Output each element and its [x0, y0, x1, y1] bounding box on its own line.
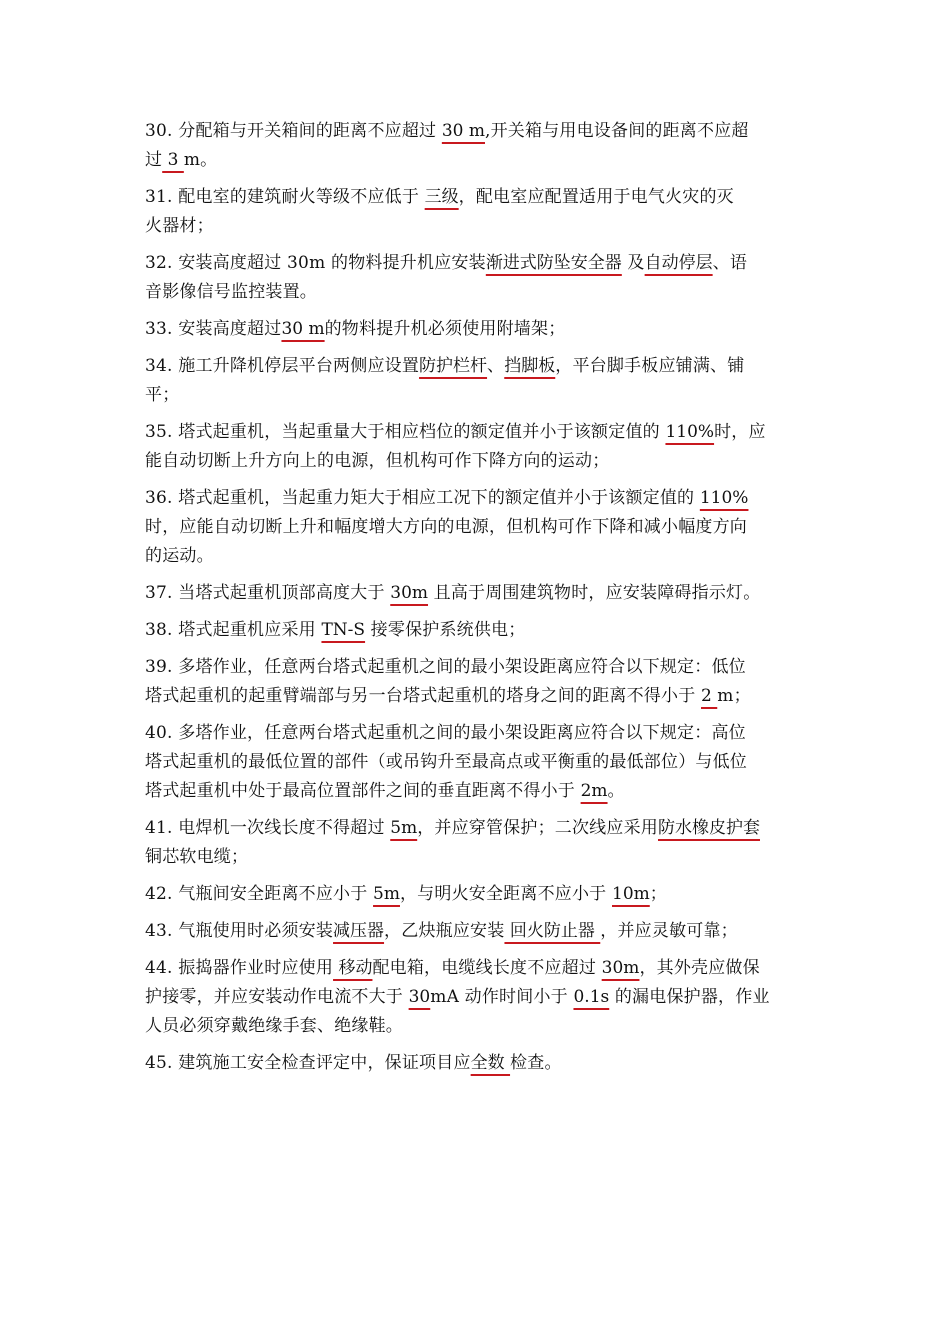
text-line: [145, 579, 810, 608]
text-line: [145, 682, 810, 711]
text-segment: 39. 多塔作业，任意两台塔式起重机之间的最小架设距离应符合以下规定：低位: [145, 657, 746, 677]
answer-blank: 渐进式防坠安全器: [485, 253, 622, 273]
text-segment: 36. 塔式起重机，当起重力矩大于相应工况下的额定值并小于该额定值的: [145, 488, 700, 508]
text-segment: 35. 塔式起重机，当起重量大于相应档位的额定值并小于该额定值的: [145, 422, 666, 442]
text-segment: 30. 分配箱与开关箱间的距离不应超过: [145, 121, 442, 141]
question-item: [145, 484, 810, 571]
text-segment: 能自动切断上升方向上的电源，但机构可作下降方向的运动；: [145, 451, 610, 471]
answer-blank: 0.1s: [573, 987, 610, 1007]
text-segment: 火器材；: [145, 216, 214, 236]
question-item: [145, 352, 810, 410]
question-item: [145, 880, 810, 909]
text-line: [145, 777, 810, 806]
answer-blank: 3: [162, 150, 184, 170]
answer-blank: 110%: [665, 422, 715, 442]
text-segment: 42. 气瓶间安全距离不应小于: [145, 884, 374, 904]
text-line: [145, 447, 810, 476]
text-line: [145, 653, 810, 682]
text-segment: 铜芯软电缆；: [145, 847, 249, 867]
text-segment: 时，应: [714, 422, 766, 442]
text-segment: 37. 当塔式起重机顶部高度大于: [145, 583, 391, 603]
text-segment: ，其外壳应做保: [639, 958, 760, 978]
answer-blank: 2m: [580, 781, 608, 801]
question-item: [145, 814, 810, 872]
text-segment: 、语: [712, 253, 748, 273]
text-segment: 45. 建筑施工安全检查评定中，保证项目应: [145, 1053, 471, 1073]
text-segment: 平；: [145, 385, 180, 405]
text-segment: m；: [717, 686, 751, 706]
text-segment: 时，应能自动切断上升和幅度增大方向的电源，但机构可作下降和减小幅度方向: [145, 517, 747, 537]
text-segment: 34. 施工升降机停层平台两侧应设置: [145, 356, 420, 376]
text-line: [145, 513, 810, 542]
answer-blank: 减压器: [333, 921, 385, 941]
text-segment: 32. 安装高度超过 30m 的物料提升机应安装: [145, 253, 486, 273]
text-segment: ；: [649, 884, 667, 904]
text-segment: 41. 电焊机一次线长度不得超过: [145, 818, 391, 838]
text-line: [145, 1012, 810, 1041]
text-line: [145, 117, 810, 146]
text-line: [145, 249, 810, 278]
question-item: [145, 117, 810, 175]
question-item: [145, 917, 810, 946]
answer-blank: 2: [701, 686, 718, 706]
text-segment: 的漏电保护器，作业: [609, 987, 770, 1007]
text-line: [145, 917, 810, 946]
text-line: [145, 1049, 810, 1078]
question-item: [145, 653, 810, 711]
text-line: [145, 315, 810, 344]
text-segment: 接零保护系统供电；: [365, 620, 526, 640]
answer-blank: 30 m: [441, 121, 485, 141]
text-segment: 的物料提升机必须使用附墙架；: [324, 319, 566, 339]
text-segment: ，并应灵敏可靠；: [600, 921, 738, 941]
text-line: [145, 880, 810, 909]
text-segment: 44. 振捣器作业时应使用: [145, 958, 334, 978]
question-item: [145, 315, 810, 344]
text-line: [145, 954, 810, 983]
answer-blank: 10m: [612, 884, 650, 904]
question-item: [145, 418, 810, 476]
text-segment: 、: [487, 356, 505, 376]
answer-blank: 30 m: [281, 319, 325, 339]
question-item: [145, 183, 810, 241]
text-segment: 且高于周围建筑物时，应安装障碍指示灯。: [428, 583, 761, 603]
text-segment: 31. 配电室的建筑耐火等级不应低于: [145, 187, 425, 207]
answer-blank: 三级: [424, 187, 459, 207]
question-item: [145, 579, 810, 608]
text-segment: ，与明火安全距离不应小于: [399, 884, 612, 904]
text-line: [145, 983, 810, 1012]
text-segment: ，乙炔瓶应安装: [384, 921, 505, 941]
answer-blank: 移动: [333, 958, 373, 978]
text-line: [145, 418, 810, 447]
text-line: [145, 278, 810, 307]
text-segment: 过: [145, 150, 163, 170]
text-line: [145, 352, 810, 381]
question-item: [145, 249, 810, 307]
answer-blank: 30m: [390, 583, 429, 603]
text-segment: 塔式起重机中处于最高位置部件之间的垂直距离不得小于: [145, 781, 581, 801]
answer-blank: 防护栏杆: [419, 356, 488, 376]
text-line: [145, 748, 810, 777]
answer-blank: 防水橡皮护套: [658, 818, 760, 838]
text-line: [145, 719, 810, 748]
text-segment: m。: [183, 150, 218, 170]
text-segment: ，平台脚手板应铺满、铺: [555, 356, 745, 376]
answer-blank: 回火防止器: [504, 921, 601, 941]
text-segment: 护接零，并应安装动作电流不大于: [145, 987, 409, 1007]
text-segment: 音影像信号监控装置。: [145, 282, 317, 302]
answer-blank: 全数: [470, 1053, 511, 1073]
answer-blank: TN-S: [321, 620, 366, 640]
text-segment: 配电箱，电缆线长度不应超过: [372, 958, 602, 978]
text-line: [145, 484, 810, 513]
text-segment: mA 动作时间小于: [430, 987, 574, 1007]
text-line: [145, 843, 810, 872]
text-segment: 及: [621, 253, 645, 273]
text-line: [145, 616, 810, 645]
answer-blank: 自动停层: [644, 253, 713, 273]
text-segment: 33. 安装高度超过: [145, 319, 282, 339]
question-item: [145, 719, 810, 806]
text-segment: 。: [607, 781, 625, 801]
answer-blank: 110%: [699, 488, 749, 508]
answer-blank: 5m: [373, 884, 400, 904]
question-item: [145, 616, 810, 645]
text-line: [145, 381, 810, 410]
answer-blank: 挡脚板: [504, 356, 556, 376]
text-segment: 38. 塔式起重机应采用: [145, 620, 322, 640]
text-line: [145, 212, 810, 241]
answer-blank: 30m: [601, 958, 640, 978]
text-segment: 塔式起重机的起重臂端部与另一台塔式起重机的塔身之间的距离不得小于: [145, 686, 702, 706]
text-segment: 塔式起重机的最低位置的部件（或吊钩升至最高点或平衡重的最低部位）与低位: [145, 752, 747, 772]
answer-blank: 5m: [390, 818, 418, 838]
text-line: [145, 814, 810, 843]
text-segment: ,开关箱与用电设备间的距离不应超: [485, 121, 749, 141]
text-line: [145, 146, 810, 175]
question-item: [145, 1049, 810, 1078]
text-segment: 40. 多塔作业，任意两台塔式起重机之间的最小架设距离应符合以下规定：高位: [145, 723, 746, 743]
text-line: [145, 183, 810, 212]
text-segment: 的运动。: [145, 546, 214, 566]
text-segment: 人员必须穿戴绝缘手套、绝缘鞋。: [145, 1016, 403, 1036]
text-segment: 43. 气瓶使用时必须安装: [145, 921, 334, 941]
question-list: [145, 117, 810, 1086]
text-segment: ，配电室应配置适用于电气火灾的灭: [458, 187, 734, 207]
text-segment: 检查。: [510, 1053, 562, 1073]
text-segment: ，并应穿管保护；二次线应采用: [417, 818, 658, 838]
text-line: [145, 542, 810, 571]
question-item: [145, 954, 810, 1041]
answer-blank: 30: [408, 987, 431, 1007]
